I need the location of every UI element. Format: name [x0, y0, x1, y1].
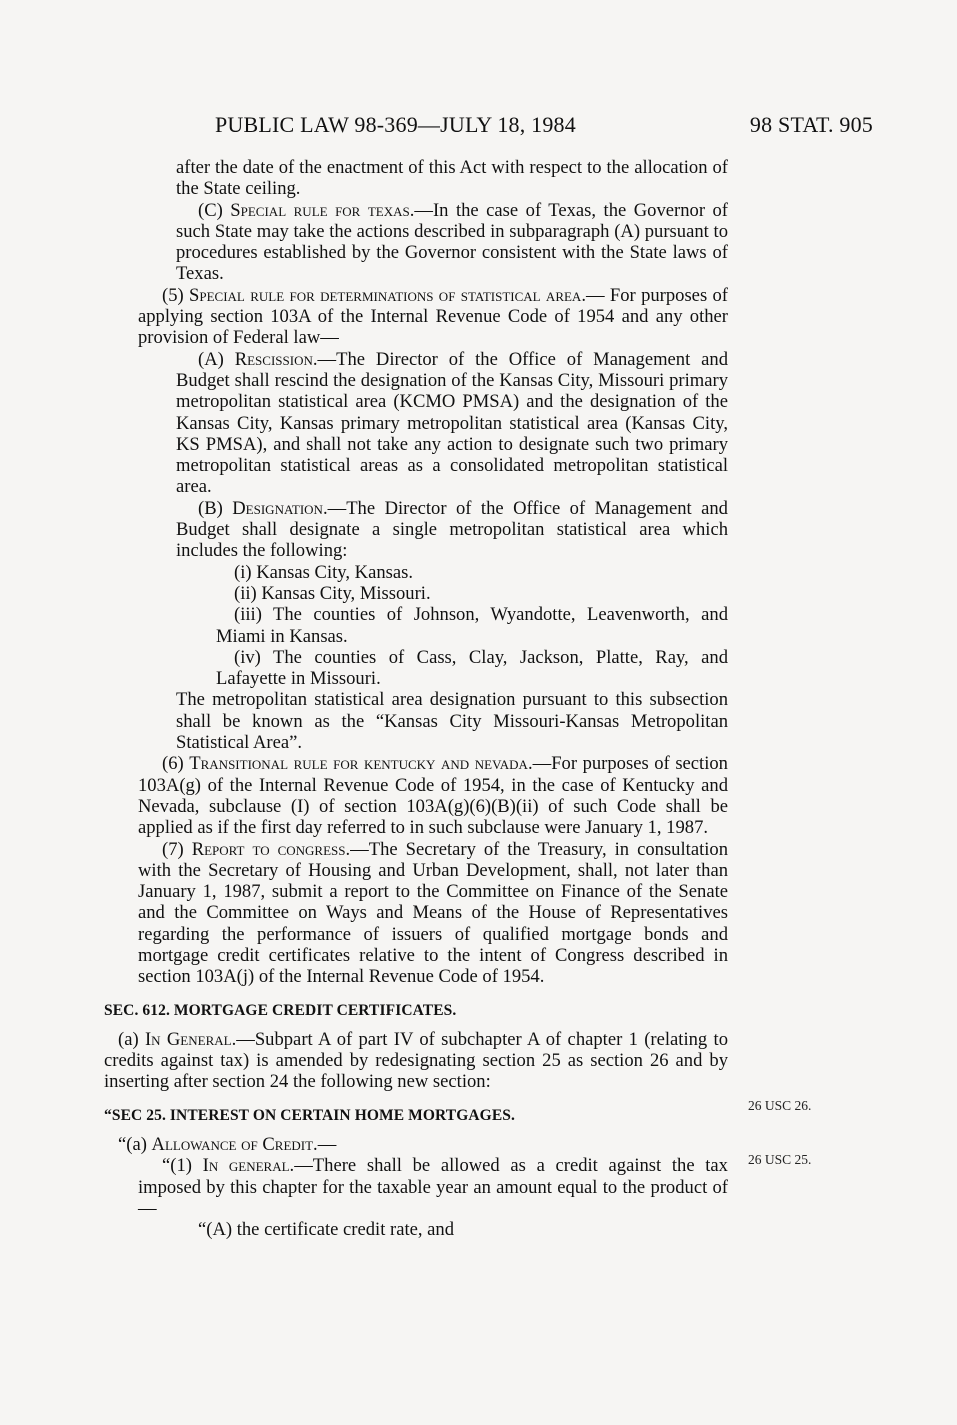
paragraph-continuation: after the date of the enactment of this Act with respect to the allocation of the State ceiling. — [176, 157, 728, 200]
paragraph-5: (5) Special rule for determinations of statistical area.— For purposes of applying section 103A of the Internal Revenue Code of 1954 and any other provision of Federal law— — [138, 284, 728, 349]
subparagraph-b-designation: (B) Designation.—The Director of the Office of Management and Budget shall designate a single metropolitan statistical area which includes the following: — [176, 497, 728, 562]
paragraph-5-heading: Special rule for determinations of statistical area. — [189, 284, 586, 306]
stat-page-number: 98 STAT. 905 — [749, 112, 873, 137]
section-612-heading: SEC. 612. MORTGAGE CREDIT CERTIFICATES. — [104, 1001, 457, 1019]
subparagraph-c: (C) Special rule for texas.—In the case of Texas, the Governor of such State may take the actions described in subparagraph (A) pursuant to procedures established by the Governor consistent with the State laws of Texas. — [176, 199, 728, 285]
paragraph-7: (7) Report to congress.—The Secretary of the Treasury, in consultation with the Secretary of Housing and Urban Development, shall, not later than January 1, 1987, submit a report to the Committee on Finance of the Senate and the Committee on Ways and Means of the House of Representatives regarding the performance of issuers of qualified mortgage bonds and mortgage credit certificates relative to the intent of Congress described in section 103A(j) of the Internal Revenue Code of 1954. — [138, 838, 728, 988]
in-general-1-heading: In general. — [202, 1155, 295, 1177]
subparagraph-c-heading: Special rule for texas. — [230, 199, 415, 221]
clause-i: (i) Kansas City, Kansas. — [234, 561, 414, 583]
margin-note-usc-25: 26 USC 25. — [748, 1152, 812, 1167]
subparagraph-a-rescission: (A) Rescission.—The Director of the Office of Management and Budget shall rescind the designation of the Kansas City, Missouri primary metropolitan statistical area (KCMO PMSA) and the designation of the Kansas City, Kansas primary metropolitan statistical area (Kansas City, KS PMSA), and shall not take any action to designate such two primary metropolitan statistical areas as a consolidated metropolitan statistical area. — [176, 348, 728, 498]
clause-iii: (iii) The counties of Johnson, Wyandotte, Leavenworth, and Miami in Kansas. — [216, 604, 728, 647]
msa-designation-text: The metropolitan statistical area designation pursuant to this subsection shall be known as the “Kansas City Missouri-Kansas Metropolitan Statistical Area”. — [176, 689, 728, 754]
allowance-of-credit: “(a) Allowance of Credit.— — [118, 1134, 337, 1156]
clause-ii: (ii) Kansas City, Missouri. — [234, 582, 431, 604]
statute-text — [104, 157, 728, 1241]
running-head: PUBLIC LAW 98-369—JULY 18, 1984 — [215, 112, 576, 137]
subparagraph-certificate-rate: “(A) the certificate credit rate, and — [198, 1219, 455, 1241]
rescission-heading: Rescission. — [234, 348, 318, 370]
paragraph-6: (6) Transitional rule for kentucky and nevada.—For purposes of section 103A(g) of the Internal Revenue Code of 1954, in the case of Kentucky and Nevada, subclause (I) of section 103A(g)(6)(B)(ii) of such Code shall be applied as if the first day referred to in such subclause were January 1, 1987. — [138, 753, 728, 839]
allowance-heading: Allowance of Credit. — [151, 1134, 318, 1156]
clause-iv: (iv) The counties of Cass, Clay, Jackson, Platte, Ray, and Lafayette in Missouri. — [216, 646, 728, 690]
paragraph-7-heading: Report to congress. — [191, 838, 351, 860]
page-header — [215, 112, 875, 142]
margin-note-usc-26: 26 USC 26. — [748, 1098, 812, 1113]
section-612-a: (a) In General.—Subpart A of part IV of subchapter A of chapter 1 (relating to credits against tax) is amended by redesignating section 25 as section 26 and by inserting after section 24 the following new section: — [104, 1028, 728, 1093]
section-25-heading: “SEC 25. INTEREST ON CERTAIN HOME MORTGAGES. — [104, 1106, 515, 1124]
paragraph-6-heading: Transitional rule for kentucky and nevada. — [189, 753, 533, 775]
designation-heading: Designation. — [232, 497, 328, 519]
in-general-heading: In General. — [144, 1028, 237, 1050]
subsection-1-in-general: “(1) In general.—There shall be allowed as a credit against the tax imposed by this chapter for the taxable year an amount equal to the product of— — [138, 1155, 728, 1219]
